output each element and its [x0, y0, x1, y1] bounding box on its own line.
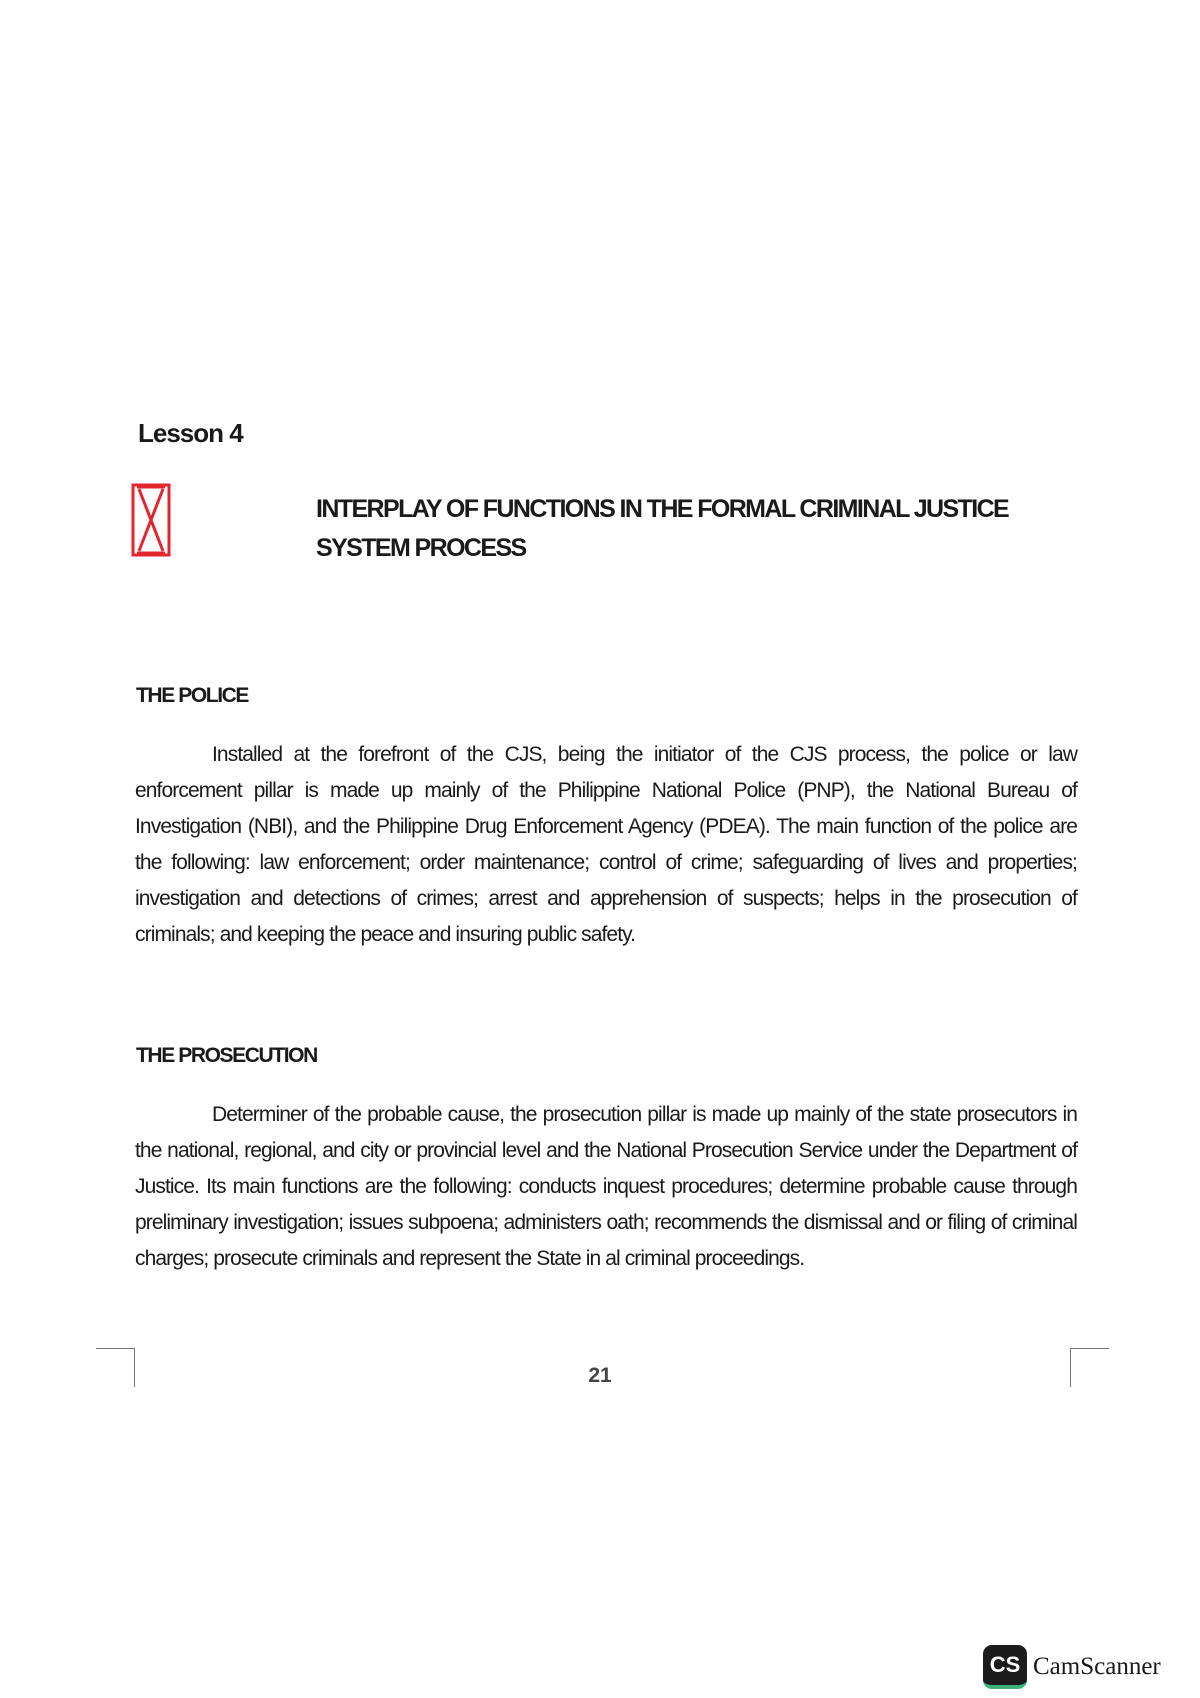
camscanner-name: CamScanner [1033, 1653, 1161, 1680]
section-heading-prosecution: THE PROSECUTION [136, 1044, 317, 1067]
page-number: 21 [588, 1364, 612, 1387]
camscanner-logo-icon: CS [983, 1645, 1027, 1689]
police-paragraph: Installed at the forefront of the CJS, being the initiator of the CJS process, the police or law enforcement pillar is made up mainly of the Philippine National Police (PNP), the National Bureau of Investigation (NBI), and the Philippine Drug Enforcement Agency (PDEA). The main function of the police are the following: law enforcement; order maintenance; control of crime; safeguarding of lives and properties; investigation and detections of crimes; arrest and apprehension of suspects; helps in the prosecution of criminals; and keeping the peace and insuring public safety. [135, 743, 1077, 946]
section-heading-police: THE POLICE [136, 684, 249, 707]
lesson-title: INTERPLAY OF FUNCTIONS IN THE FORMAL CRIMINAL JUSTICE SYSTEM PROCESS [316, 495, 1009, 562]
camscanner-watermark [983, 1645, 1161, 1689]
prosecution-paragraph: Determiner of the probable cause, the prosecution pillar is made up mainly of the state prosecutors in the national, regional, and city or provincial level and the National Prosecution Service under the Department of Justice. Its main functions are the following: conducts inquest procedures; determine probable cause through preliminary investigation; issues subpoena; administers oath; recommends the dismissal and or filing of criminal charges; prosecute criminals and represent the State in al criminal proceedings. [135, 1103, 1077, 1270]
lesson-label: Lesson 4 [138, 418, 243, 448]
hourglass-icon [131, 483, 171, 557]
crop-mark-right [1070, 1348, 1109, 1387]
